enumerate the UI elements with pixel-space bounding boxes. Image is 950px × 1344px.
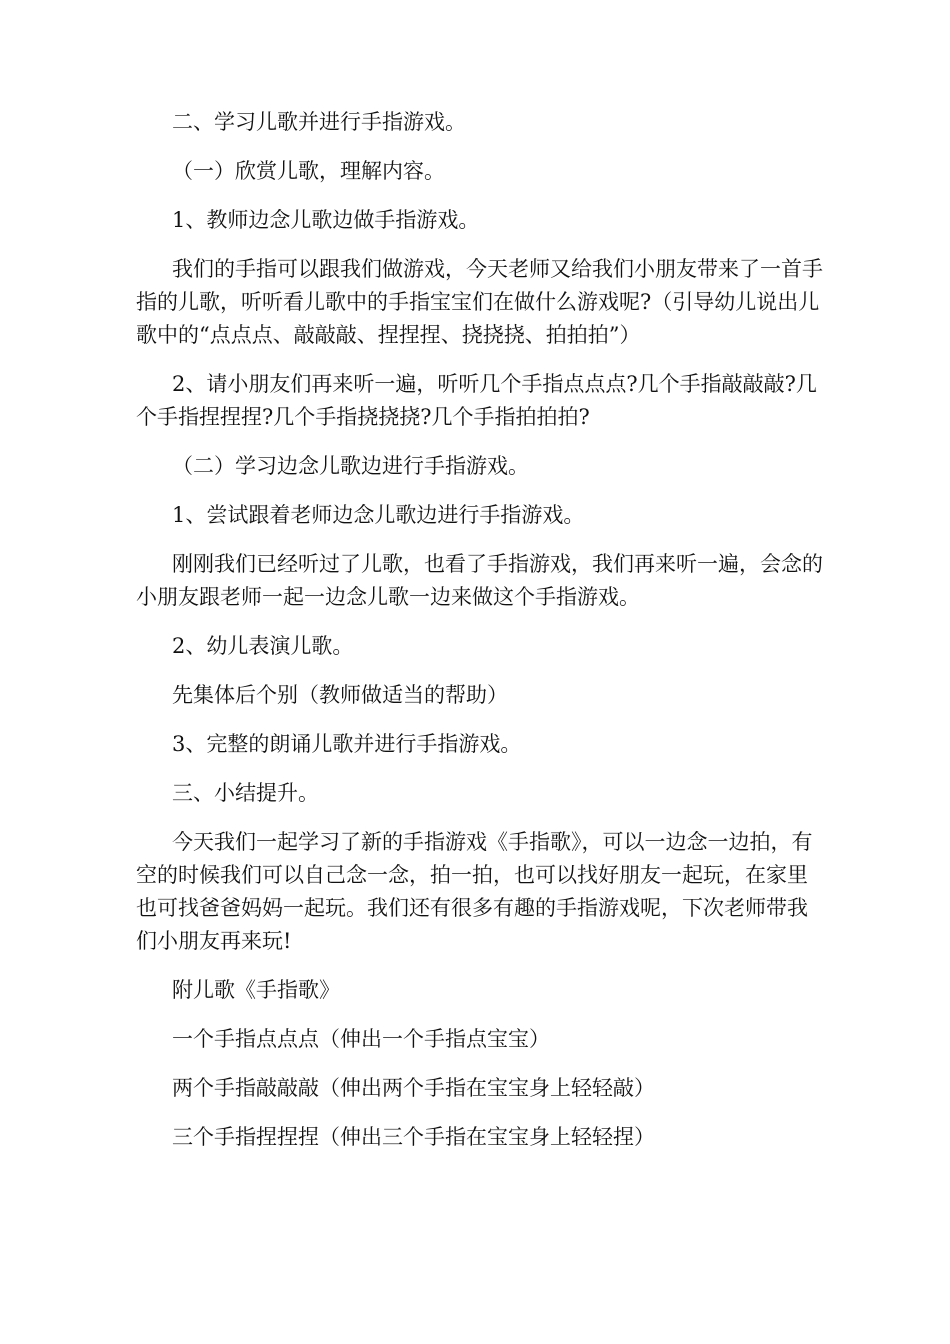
step-heading: 3、完整的朗诵儿歌并进行手指游戏。: [172, 732, 522, 756]
body-paragraph: 今天我们一起学习了新的手指游戏《手指歌》，可以一边念一边拍，有空的时候我们可以自己念一念，拍一拍，也可以找好朋友一起玩，在家里也可找爸爸妈妈一起玩。我们还有很多有趣的手指游戏呢，下次老师带我们小朋友再来玩!: [136, 830, 813, 953]
document-body: [136, 106, 826, 1170]
section-heading: 二、学习儿歌并进行手指游戏。: [172, 110, 466, 134]
section-heading: 三、小结提升。: [172, 781, 319, 805]
song-line: 两个手指敲敲敲（伸出两个手指在宝宝身上轻轻敲）: [172, 1076, 655, 1100]
song-line: 一个手指点点点（伸出一个手指点宝宝）: [172, 1027, 550, 1051]
subsection-heading: （一）欣赏儿歌，理解内容。: [172, 159, 445, 183]
appendix-title: 附儿歌《手指歌》: [172, 978, 340, 1002]
subsection-heading: （二）学习边念儿歌边进行手指游戏。: [172, 454, 529, 478]
body-paragraph: 刚刚我们已经听过了儿歌，也看了手指游戏，我们再来听一遍，会念的小朋友跟老师一起一边念儿歌一边来做这个手指游戏。: [136, 552, 823, 609]
step-heading: 1、教师边念儿歌边做手指游戏。: [172, 208, 480, 232]
body-paragraph: 先集体后个别（教师做适当的帮助）: [172, 683, 508, 707]
step-heading: 1、尝试跟着老师边念儿歌边进行手指游戏。: [172, 503, 585, 527]
body-paragraph: 2、请小朋友们再来听一遍，听听几个手指点点点?几个手指敲敲敲?几个手指捏捏捏?几个手指挠挠挠?几个手指拍拍拍?: [136, 372, 817, 429]
step-heading: 2、幼儿表演儿歌。: [172, 634, 354, 658]
body-paragraph: 我们的手指可以跟我们做游戏，今天老师又给我们小朋友带来了一首手指的儿歌，听听看儿歌中的手指宝宝们在做什么游戏呢?（引导幼儿说出儿歌中的“点点点、敲敲敲、捏捏捏、挠挠挠、拍拍拍”）: [136, 257, 823, 347]
song-line: 三个手指捏捏捏（伸出三个手指在宝宝身上轻轻捏）: [172, 1125, 655, 1149]
